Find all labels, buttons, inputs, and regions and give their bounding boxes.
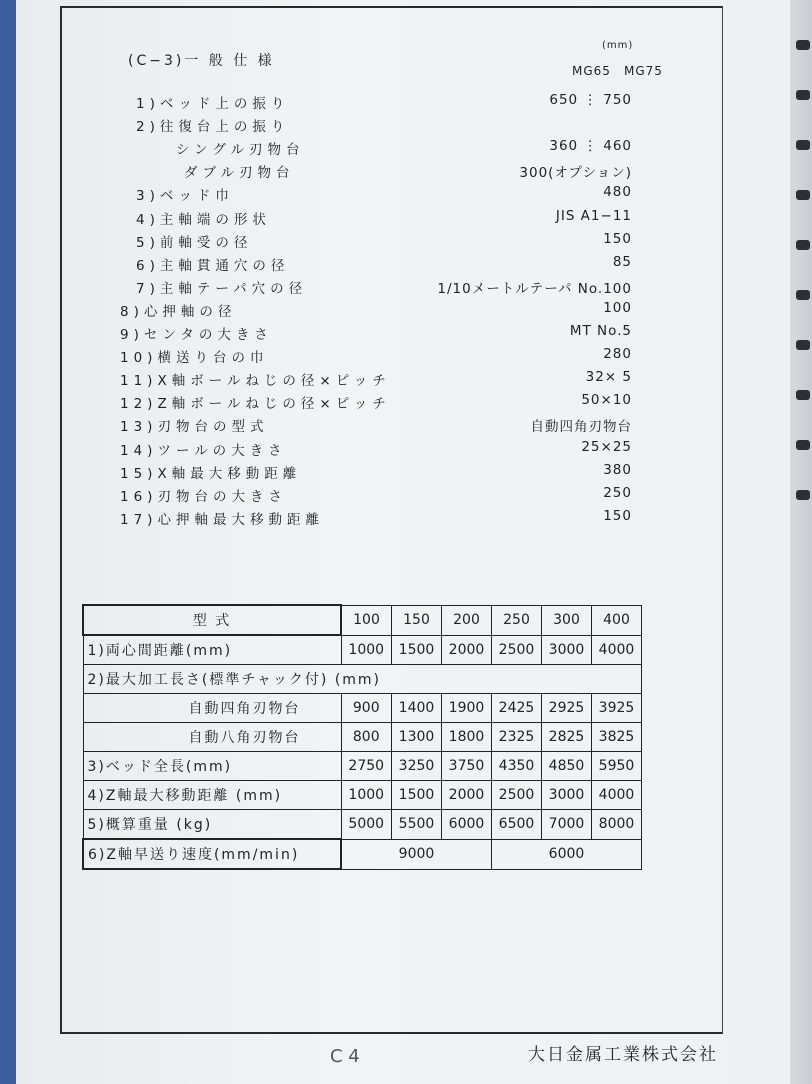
table-cell: 1900	[442, 694, 492, 723]
table-cell: 3000	[542, 781, 592, 810]
table-cell: 3825	[592, 723, 642, 752]
binder-ring-icon	[796, 290, 810, 300]
spec-value: 250	[603, 484, 632, 501]
spec-label: ダブル刃物台	[184, 165, 295, 182]
spec-label: 6)主軸貫通穴の径	[136, 257, 290, 274]
table-cell: 2425	[492, 694, 542, 723]
spec-value: MT No.5	[569, 323, 632, 339]
model-cell: 400	[592, 605, 642, 635]
spec-label: 2)往復台上の振り	[136, 119, 290, 136]
spec-value: 自動四角刃物台	[530, 419, 632, 436]
spec-label: 15)X軸最大移動距離	[120, 465, 302, 482]
table-cell: 4850	[542, 752, 592, 781]
table-cell: 6000	[492, 839, 642, 869]
table-row	[83, 635, 642, 665]
binder-ring-icon	[796, 240, 810, 250]
model-cell: 100	[341, 605, 392, 635]
row-label: 自動八角刃物台	[83, 723, 341, 752]
model-cell: 200	[442, 605, 492, 635]
spec-value: 360 ⋮ 460	[549, 138, 632, 155]
spec-label: 17)心押軸最大移動距離	[120, 511, 324, 528]
table-cell: 3925	[592, 694, 642, 723]
table-cell: 900	[341, 694, 392, 723]
table-cell: 8000	[592, 810, 642, 840]
spec-label: 3)ベッド巾	[136, 188, 234, 205]
table-row	[83, 723, 642, 752]
spec-value: 32× 5	[585, 369, 632, 386]
table-cell: 1000	[341, 635, 392, 665]
row-label: 2)最大加工長さ(標準チャック付) (mm)	[83, 665, 642, 694]
binder-ring-icon	[796, 390, 810, 400]
spec-value: 300(オプション)	[519, 165, 632, 182]
spec-value: 25×25	[581, 438, 632, 455]
binder-ring-icon	[796, 40, 810, 50]
table-row	[83, 665, 642, 694]
table-cell: 5500	[392, 810, 442, 840]
spec-label: 1)ベッド上の振り	[136, 96, 290, 112]
table-cell: 1300	[392, 723, 442, 752]
page-number: C 4	[330, 1046, 360, 1067]
binder-ring-icon	[796, 490, 810, 500]
binding-spine	[790, 0, 812, 1084]
column-header-mg75: MG75	[624, 64, 663, 78]
spec-value: 650 ⋮ 750	[549, 92, 632, 108]
table-header-row	[83, 605, 642, 635]
row-label: 1)両心間距離(mm)	[83, 635, 341, 665]
table-cell: 2825	[542, 723, 592, 752]
spec-value: 100	[603, 299, 632, 316]
model-cell: 250	[492, 605, 542, 635]
table-cell: 3250	[392, 752, 442, 781]
table-cell: 3750	[442, 752, 492, 781]
spec-value: 1/10メートルテーパ No.100	[437, 280, 632, 297]
table-cell: 1000	[341, 781, 392, 810]
section-title: (C−3)一 般 仕 様	[128, 53, 275, 69]
spec-label: 13)刃物台の型式	[120, 419, 269, 436]
spec-value: 380	[603, 461, 632, 478]
table-cell: 4000	[592, 635, 642, 665]
model-table	[82, 604, 642, 870]
spec-label: シングル刃物台	[176, 142, 305, 159]
spec-label: 16)刃物台の大きさ	[120, 488, 287, 505]
table-cell: 2325	[492, 723, 542, 752]
spec-label: 11)X軸ボールねじの径×ピッチ	[120, 373, 391, 390]
table-cell: 6000	[442, 810, 492, 840]
company-name: 大日金属工業株式会社	[528, 1045, 718, 1065]
table-cell: 5950	[592, 752, 642, 781]
spec-value: JIS A1−11	[555, 207, 632, 224]
spec-value: 50×10	[581, 392, 632, 409]
spec-label: 4)主軸端の形状	[136, 211, 271, 228]
table-row	[83, 810, 642, 840]
row-label: 自動四角刃物台	[83, 694, 341, 723]
table-cell: 2500	[492, 781, 542, 810]
table-row	[83, 839, 642, 869]
table-cell: 2925	[542, 694, 592, 723]
table-row	[83, 694, 642, 723]
binder-ring-icon	[796, 440, 810, 450]
binder-ring-icon	[796, 340, 810, 350]
table-cell: 2000	[442, 635, 492, 665]
spec-label: 14)ツールの大きさ	[120, 442, 287, 459]
row-label: 6)Z軸早送り速度(mm/min)	[83, 839, 341, 869]
spec-value: 480	[603, 184, 632, 201]
column-header-mg65: MG65	[572, 64, 611, 78]
spec-label: 10)横送り台の巾	[120, 350, 269, 367]
table-cell: 9000	[341, 839, 492, 869]
table-cell: 4350	[492, 752, 542, 781]
spec-label: 7)主軸テーパ穴の径	[136, 280, 308, 297]
table-cell: 2750	[341, 752, 392, 781]
binder-ring-icon	[796, 90, 810, 100]
table-cell: 4000	[592, 781, 642, 810]
table-cell: 2500	[492, 635, 542, 665]
table-cell: 7000	[542, 810, 592, 840]
spec-label: 12)Z軸ボールねじの径×ピッチ	[120, 396, 391, 413]
table-cell: 1500	[392, 635, 442, 665]
table-cell: 1800	[442, 723, 492, 752]
table-cell: 1500	[392, 781, 442, 810]
unit-label: (mm)	[602, 40, 634, 51]
table-cell: 2000	[442, 781, 492, 810]
spec-label: 5)前軸受の径	[136, 234, 253, 251]
spec-value: 150	[603, 507, 632, 524]
table-cell: 3000	[542, 635, 592, 665]
table-row	[83, 752, 642, 781]
table-cell: 800	[341, 723, 392, 752]
table-cell: 6500	[492, 810, 542, 840]
spec-value: 150	[603, 230, 632, 247]
spec-value: 85	[612, 253, 632, 270]
model-cell: 300	[542, 605, 592, 635]
row-label: 3)ベッド全長(mm)	[83, 752, 341, 781]
binder-ring-icon	[796, 140, 810, 150]
row-label: 4)Z軸最大移動距離 (mm)	[83, 781, 341, 810]
table-header-label: 型 式	[83, 605, 341, 635]
row-label: 5)概算重量 (kg)	[83, 810, 341, 840]
spec-label: 9)センタの大きさ	[120, 327, 273, 343]
spec-label: 8)心押軸の径	[120, 303, 237, 320]
table-cell: 1400	[392, 694, 442, 723]
table-row	[83, 781, 642, 810]
spec-value: 280	[603, 346, 632, 363]
model-cell: 150	[392, 605, 442, 635]
table-cell: 5000	[341, 810, 392, 840]
binder-ring-icon	[796, 190, 810, 200]
